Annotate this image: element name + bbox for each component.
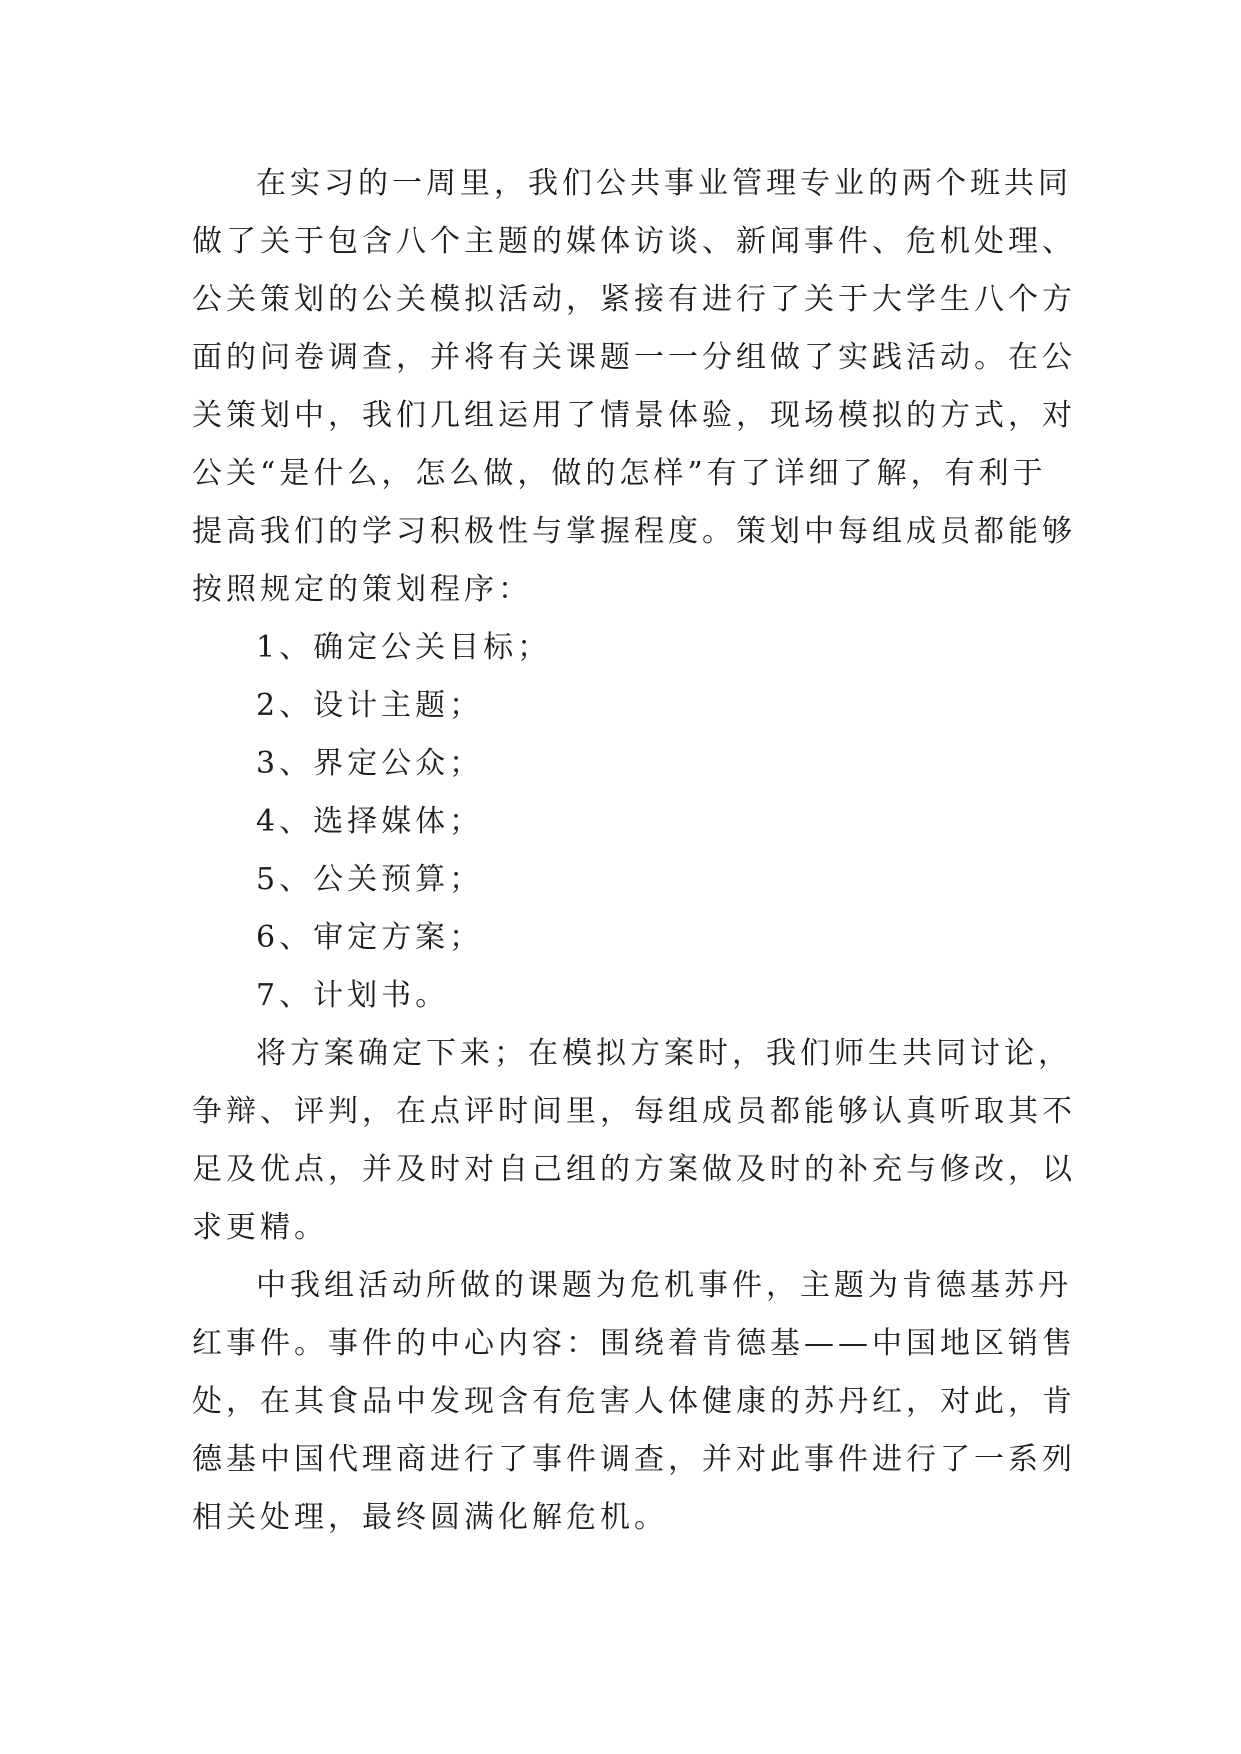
text-line: 德基中国代理商进行了事件调查，并对此事件进行了一系列	[192, 1442, 1076, 1477]
paragraph-plan-discussion	[192, 1025, 1076, 1257]
text-line: 面的问卷调查，并将有关课题一一分组做了实践活动。在公	[192, 340, 1076, 375]
text-line: 红事件。事件的中心内容：围绕着肯德基——中国地区销售	[192, 1326, 1076, 1361]
text-line: 公关“是什么，怎么做，做的怎样”有了详细了解，有利于	[192, 456, 1047, 491]
paragraph-practice-summary	[192, 155, 1076, 619]
text-line: 提高我们的学习积极性与掌握程度。策划中每组成员都能够	[192, 514, 1076, 549]
planning-steps-list	[192, 619, 1060, 1025]
list-item: 1、确定公关目标；	[256, 630, 552, 665]
text-line: 将方案确定下来；在模拟方案时，我们师生共同讨论，	[256, 1036, 1072, 1071]
text-line: 求更精。	[192, 1210, 328, 1245]
list-item: 4、选择媒体；	[256, 804, 484, 839]
list-item: 2、设计主题；	[256, 688, 484, 723]
text-line: 相关处理，最终圆满化解危机。	[192, 1500, 668, 1535]
text-line: 公关策划的公关模拟活动，紧接有进行了关于大学生八个方	[192, 282, 1076, 317]
list-item: 7、计划书。	[256, 978, 450, 1013]
document-body	[192, 155, 1076, 1547]
list-item: 5、公关预算；	[256, 862, 484, 897]
paragraph-crisis-event	[192, 1257, 1076, 1547]
text-line: 做了关于包含八个主题的媒体访谈、新闻事件、危机处理、	[192, 224, 1076, 259]
text-line: 足及优点，并及时对自己组的方案做及时的补充与修改，以	[192, 1152, 1076, 1187]
text-line: 争辩、评判，在点评时间里，每组成员都能够认真听取其不	[192, 1094, 1076, 1129]
text-line: 按照规定的策划程序：	[192, 572, 532, 607]
text-line: 在实习的一周里，我们公共事业管理专业的两个班共同	[256, 166, 1072, 201]
text-line: 中我组活动所做的课题为危机事件，主题为肯德基苏丹	[256, 1268, 1072, 1303]
list-item: 3、界定公众；	[256, 746, 484, 781]
text-line: 处，在其食品中发现含有危害人体健康的苏丹红，对此，肯	[192, 1384, 1076, 1419]
list-item: 6、审定方案；	[256, 920, 484, 955]
text-line: 关策划中，我们几组运用了情景体验，现场模拟的方式，对	[192, 398, 1076, 433]
